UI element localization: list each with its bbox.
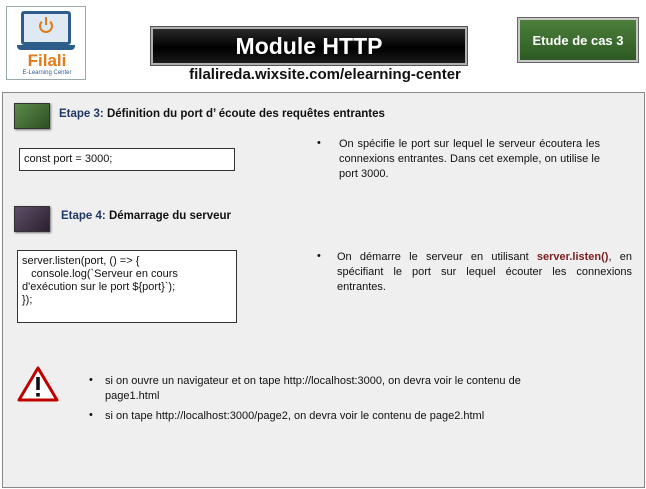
step4-marker-icon (14, 206, 50, 232)
step3-marker-icon (14, 103, 50, 129)
code-line: }); (22, 294, 33, 306)
server-listen-highlight: server.listen() (536, 251, 609, 263)
page-title: Module HTTP (235, 32, 383, 59)
title-banner (151, 27, 467, 65)
bullet-icon: • (317, 250, 321, 262)
case-badge (518, 18, 638, 62)
warning-icon (17, 366, 59, 402)
code-line: const port = 3000; (24, 153, 113, 165)
step3-description: On spécifie le port sur lequel le serveur écoutera les connexions entrantes. Dans cet exemple, on utilise le port 3000. (339, 138, 600, 180)
step4-description-start: On démarre le serveur en utilisant (337, 251, 537, 263)
code-line: d'exécution sur le port ${port}`); (22, 281, 176, 293)
logo (6, 6, 86, 80)
note-item-1: si on ouvre un navigateur et on tape http://localhost:3000, on devra voir le contenu de page1.html (105, 375, 521, 402)
bullet-icon: • (89, 374, 93, 386)
power-icon (39, 19, 53, 33)
bullet-icon: • (89, 409, 93, 421)
step3-code-box (19, 148, 235, 171)
site-url: filalireda.wixsite.com/elearning-center (189, 66, 461, 83)
code-line: server.listen(port, () => { (22, 255, 140, 267)
step4-description-end: , en spécifiant le port sur lequel écouter les connexions entrantes. (337, 251, 632, 293)
content-panel (2, 92, 645, 488)
laptop-base-icon (17, 45, 75, 50)
step4-code-box (17, 250, 237, 323)
step4-number: Etape 4: (61, 210, 106, 222)
code-line: console.log(`Serveur en cours (22, 268, 178, 280)
monitor-icon (21, 11, 71, 45)
step3-number: Etape 3: (59, 108, 104, 120)
logo-subtitle: E-Learning Center (22, 70, 72, 76)
logo-name: Filali (27, 51, 67, 70)
step4-heading (61, 210, 231, 222)
step4-title: Démarrage du serveur (105, 210, 232, 222)
bullet-icon: • (317, 137, 321, 149)
step3-heading (59, 108, 385, 120)
note-item-2: si on tape http://localhost:3000/page2, on devra voir le contenu de page2.html (105, 410, 485, 422)
step4-description (337, 250, 632, 295)
step3-title: Définition du port d’ écoute des requêtes entrantes (103, 108, 385, 120)
case-badge-label: Etude de cas 3 (532, 32, 624, 48)
